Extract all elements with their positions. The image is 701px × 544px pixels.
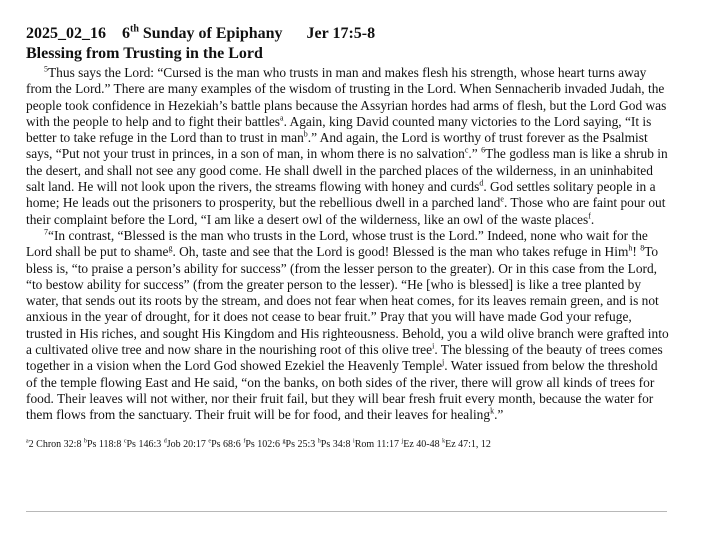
text-run: . Again, king David counted many victories to the Lord saying, “It is better to take refuge in the Lord than to trust in man [26, 113, 652, 146]
footnote-mark: b [83, 438, 87, 445]
reference-mark: k [490, 406, 495, 416]
reference-mark: b [303, 129, 308, 139]
text-run: “In contrast, “Blessed is the man who trusts in the Lord, whose trust is the Lord.” Indeed, none who wait for the Lord shall be put to shame [26, 227, 648, 260]
text-run: .” [494, 407, 504, 423]
footnote-mark: f [243, 438, 246, 445]
footnote-mark: c [123, 438, 127, 445]
text-run: .” [468, 146, 482, 162]
text-run: To bless is, “to praise a person’s ability for success” (from the lesser person to the greater). Or in this case from the Lord, “to bestow ability for success” (from the greater person to the lesser). “He [who is blessed] is like a tree planted by water, that sends out its roots by the stream, and does not fear when heat comes, for its leaves remain green, and is not anxious in the year of drought, for it does not cease to bear fruit.” Pray that you will have made God your refuge, trusted in His riches, and sought His Kingdom and His righteousness. Behold, you a wild olive branch were grafted into a cultivated olive tree and now share in the nourishing root of this olive tree [26, 244, 669, 358]
reference-mark: g [168, 243, 173, 253]
footnote-reference: Ez 40-48 [403, 438, 440, 450]
text-run: . [590, 211, 595, 227]
reference-mark: c [464, 146, 469, 156]
footnote-reference: Ps 34:8 [320, 438, 351, 450]
header-sunday-suffix: th [130, 23, 139, 35]
reference-mark: j [442, 357, 445, 367]
footnote-mark: i [353, 438, 355, 445]
text-run: . The blessing of the beauty of trees comes together in a vision when the Lord God showed Ezekiel the Heavenly Temple [26, 342, 663, 374]
footnote-reference: Ps 118:8 [86, 438, 122, 450]
footnote-reference: 2 Chron 32:8 [28, 438, 82, 450]
text-run: The godless man is like a shrub in the desert, and shall not see any good come. He shall dwell in the parched places of the wilderness, in an uninhabited salt land. He will not look upon the rivers, the streams flowing with honey and curds [26, 146, 668, 195]
paragraph-2 [26, 228, 671, 424]
footnote-reference: Ez 47:1, 12 [445, 438, 491, 450]
header-date: 2025_02_16 [26, 25, 106, 42]
reference-mark: 6 [481, 146, 486, 156]
header-scripture: Jer 17:5-8 [306, 25, 376, 42]
document-page [26, 24, 671, 451]
reference-mark: a [280, 113, 284, 123]
footnote-reference: Ps 102:6 [245, 438, 281, 450]
header-line [26, 24, 671, 44]
text-run: . Those who are faint pour out their complaint before the Lord, “I am like a desert owl of the wilderness, like an owl of the waste places [26, 195, 666, 227]
footnote-mark: a [26, 438, 29, 445]
footer-divider [26, 511, 667, 512]
text-run: . God settles solitary people in a home; He leads out the prisoners to prosperity, but the rebellious dwell in a parched land [26, 179, 656, 211]
footnote-reference: Ps 25:3 [285, 438, 316, 450]
footnote-mark: d [163, 438, 167, 445]
reference-mark: f [588, 211, 591, 221]
text-run: . Oh, taste and see that the Lord is good! Blessed is the man who takes refuge in Him [172, 244, 629, 260]
document-body [26, 65, 671, 424]
footnotes [26, 438, 671, 451]
footnote-mark: j [401, 438, 404, 445]
text-run: ! [632, 244, 641, 260]
footnote-reference: Rom 11:17 [354, 438, 400, 450]
text-run: Thus says the Lord: “Cursed is the man who trusts in man and makes flesh his strength, whose heart turns away from the Lord.” There are many examples of the wisdom of trusting in the Lord. When Sennacherib invaded Judah, the people took confidence in Hezekiah’s battle plans because the Assyrian hordes had arms of flesh, but the Lord God was with the people to help and to fight their battles [26, 65, 667, 129]
footnote-mark: e [208, 438, 212, 445]
footnote-mark: k [442, 438, 446, 445]
reference-mark: e [500, 194, 504, 204]
footnote-mark: h [317, 438, 321, 445]
paragraph-1 [26, 65, 671, 228]
header-sunday-name: Sunday of Epiphany [142, 25, 283, 42]
footnote-reference: Ps 146:3 [126, 438, 162, 450]
reference-mark: h [628, 243, 633, 253]
reference-mark: 8 [640, 243, 645, 253]
reference-mark: 5 [44, 64, 48, 74]
footnote-reference: Job 20:17 [166, 438, 206, 450]
page-title: Blessing from Trusting in the Lord [26, 45, 263, 62]
footnote-reference: Ps 68:6 [211, 438, 241, 450]
text-run: . Water issued from below the threshold of the temple flowing East and He said, “on the banks, on both sides of the river, there will grow all kinds of trees for food. Their leaves will not wither, nor their fruit fail, but they will bear fresh fruit every month, because the water for them flows from the sanctuary. Their fruit will be for food, and their leaves for healing [26, 358, 658, 423]
reference-mark: d [479, 178, 484, 188]
reference-mark: i [432, 341, 435, 351]
text-run: .” And again, the Lord is worthy of trust forever as the Psalmist says, “Put not your trust in princes, in a son of man, in whom there is no salvation [26, 130, 648, 162]
footnote-mark: g [282, 438, 286, 445]
header-sunday-ordinal: 6 [122, 25, 130, 42]
reference-mark: 7 [44, 227, 48, 237]
